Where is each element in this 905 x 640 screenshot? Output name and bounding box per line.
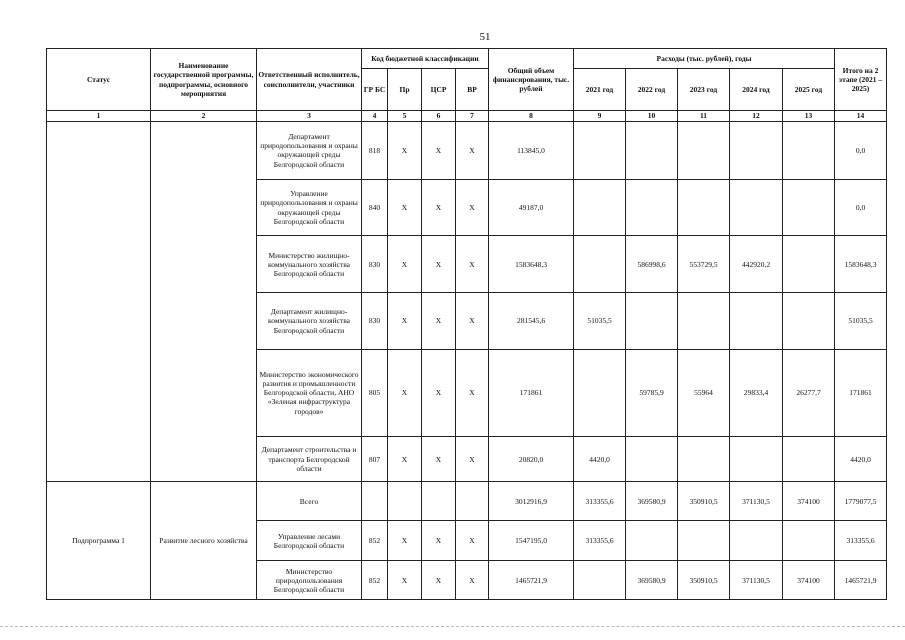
executor-cell: Всего — [257, 482, 362, 520]
year-2021-cell: 51035,5 — [574, 293, 626, 350]
year-2021-cell — [574, 179, 626, 236]
year-2024-cell — [730, 436, 783, 482]
header-csr: ЦСР — [422, 69, 456, 111]
year-2022-cell: 59785,9 — [626, 349, 678, 436]
year-2024-cell — [730, 179, 783, 236]
executor-cell: Управление природопользования и охраны окружающей среды Белгородской области — [257, 179, 362, 236]
csr-cell: Х — [422, 561, 456, 600]
executor-cell: Департамент строительства и транспорта Белгородской области — [257, 436, 362, 482]
grbs-cell: 830 — [362, 293, 388, 350]
executor-cell: Министерство экономического развития и промышленности Белгородской области, АНО «Зеленая инфраструктура городов» — [257, 349, 362, 436]
column-number: 12 — [730, 111, 783, 122]
csr-cell: Х — [422, 236, 456, 293]
year-2022-cell: 586998,6 — [626, 236, 678, 293]
vr-cell: Х — [456, 349, 489, 436]
header-pr: Пр — [388, 69, 422, 111]
stage-total-cell: 1465721,9 — [835, 561, 887, 600]
pr-cell — [388, 482, 422, 520]
stage-total-cell: 313355,6 — [835, 520, 887, 561]
year-2023-cell: 350910,5 — [678, 561, 730, 600]
year-2024-cell: 371130,5 — [730, 482, 783, 520]
csr-cell: Х — [422, 520, 456, 561]
year-2021-cell: 4420,0 — [574, 436, 626, 482]
header-expenses: Расходы (тыс. рублей), годы — [574, 49, 835, 69]
grbs-cell: 830 — [362, 236, 388, 293]
year-2022-cell — [626, 520, 678, 561]
column-number: 10 — [626, 111, 678, 122]
stage-total-cell: 51035,5 — [835, 293, 887, 350]
csr-cell: Х — [422, 349, 456, 436]
year-2023-cell: 55964 — [678, 349, 730, 436]
vr-cell: Х — [456, 436, 489, 482]
grbs-cell: 805 — [362, 349, 388, 436]
year-2022-cell — [626, 179, 678, 236]
year-2023-cell: 350910,5 — [678, 482, 730, 520]
grbs-cell: 852 — [362, 520, 388, 561]
year-2024-cell: 371130,5 — [730, 561, 783, 600]
year-2025-cell: 374100 — [783, 482, 835, 520]
column-number: 9 — [574, 111, 626, 122]
stage-total-cell: 171861 — [835, 349, 887, 436]
subprogram-name-cell: Развитие лесного хозяйства — [151, 482, 257, 600]
executor-cell: Департамент природопользования и охраны окружающей среды Белгородской области — [257, 122, 362, 180]
year-2024-cell — [730, 520, 783, 561]
grbs-cell: 852 — [362, 561, 388, 600]
pr-cell: Х — [388, 293, 422, 350]
csr-cell — [422, 482, 456, 520]
program-cell-continuation — [151, 122, 257, 482]
total-cell: 1583648,3 — [489, 236, 574, 293]
pr-cell: Х — [388, 179, 422, 236]
subprogram-status-cell: Подпрограмма 1 — [47, 482, 151, 600]
year-2022-cell: 369580,9 — [626, 561, 678, 600]
pr-cell: Х — [388, 236, 422, 293]
year-2022-cell — [626, 293, 678, 350]
vr-cell: Х — [456, 561, 489, 600]
column-number: 6 — [422, 111, 456, 122]
year-2025-cell — [783, 436, 835, 482]
pr-cell: Х — [388, 561, 422, 600]
pr-cell: Х — [388, 122, 422, 180]
year-2025-cell — [783, 179, 835, 236]
year-2021-cell — [574, 349, 626, 436]
vr-cell: Х — [456, 179, 489, 236]
header-year-2024: 2024 год — [730, 69, 783, 111]
grbs-cell: 840 — [362, 179, 388, 236]
vr-cell: Х — [456, 293, 489, 350]
year-2024-cell — [730, 122, 783, 180]
year-2023-cell — [678, 293, 730, 350]
year-2023-cell — [678, 122, 730, 180]
vr-cell: Х — [456, 236, 489, 293]
stage-total-cell: 4420,0 — [835, 436, 887, 482]
total-cell: 281545,6 — [489, 293, 574, 350]
year-2025-cell: 26277,7 — [783, 349, 835, 436]
total-cell: 113845,0 — [489, 122, 574, 180]
column-number: 2 — [151, 111, 257, 122]
year-2023-cell — [678, 179, 730, 236]
column-number-row — [47, 111, 887, 122]
scan-edge-line — [0, 626, 905, 627]
year-2022-cell — [626, 122, 678, 180]
year-2023-cell: 553729,5 — [678, 236, 730, 293]
stage-total-cell: 0,0 — [835, 122, 887, 180]
grbs-cell: 807 — [362, 436, 388, 482]
year-2025-cell — [783, 122, 835, 180]
vr-cell: Х — [456, 122, 489, 180]
header-year-2021: 2021 год — [574, 69, 626, 111]
column-number: 8 — [489, 111, 574, 122]
total-cell: 49187,0 — [489, 179, 574, 236]
column-number: 1 — [47, 111, 151, 122]
header-vr: ВР — [456, 69, 489, 111]
csr-cell: Х — [422, 179, 456, 236]
column-number: 11 — [678, 111, 730, 122]
stage-total-cell: 1779077,5 — [835, 482, 887, 520]
year-2022-cell: 369580,9 — [626, 482, 678, 520]
total-cell: 20820,0 — [489, 436, 574, 482]
total-cell: 1547195,0 — [489, 520, 574, 561]
year-2025-cell — [783, 520, 835, 561]
executor-cell: Управление лесами Белгородской области — [257, 520, 362, 561]
csr-cell: Х — [422, 122, 456, 180]
year-2021-cell: 313355,6 — [574, 482, 626, 520]
year-2025-cell — [783, 293, 835, 350]
csr-cell: Х — [422, 436, 456, 482]
column-number: 3 — [257, 111, 362, 122]
year-2022-cell — [626, 436, 678, 482]
executor-cell: Министерство природопользования Белгородской области — [257, 561, 362, 600]
header-grbs: ГР БС — [362, 69, 388, 111]
total-cell: 1465721,9 — [489, 561, 574, 600]
executor-cell: Департамент жилищно-коммунального хозяйства Белгородской области — [257, 293, 362, 350]
budget-table — [46, 48, 887, 600]
header-executor: Ответственный исполнитель, соисполнители, участники — [257, 49, 362, 111]
table-row — [47, 122, 887, 180]
header-year-2022: 2022 год — [626, 69, 678, 111]
pr-cell: Х — [388, 520, 422, 561]
header-stage-total: Итого на 2 этапе (2021 – 2025) — [835, 49, 887, 111]
column-number: 7 — [456, 111, 489, 122]
vr-cell — [456, 482, 489, 520]
column-number: 14 — [835, 111, 887, 122]
column-number: 5 — [388, 111, 422, 122]
pr-cell: Х — [388, 436, 422, 482]
header-year-2025: 2025 год — [783, 69, 835, 111]
total-cell: 3012916,9 — [489, 482, 574, 520]
year-2021-cell — [574, 236, 626, 293]
grbs-cell — [362, 482, 388, 520]
year-2024-cell: 29833,4 — [730, 349, 783, 436]
column-number: 4 — [362, 111, 388, 122]
stage-total-cell: 1583648,3 — [835, 236, 887, 293]
total-cell: 171861 — [489, 349, 574, 436]
status-cell-continuation — [47, 122, 151, 482]
executor-cell: Министерство жилищно-коммунального хозяйства Белгородской области — [257, 236, 362, 293]
year-2024-cell — [730, 293, 783, 350]
year-2024-cell: 442920,2 — [730, 236, 783, 293]
year-2023-cell — [678, 520, 730, 561]
header-program-name: Наименование государственной программы, подпрограммы, основного мероприятия — [151, 49, 257, 111]
year-2021-cell: 313355,6 — [574, 520, 626, 561]
grbs-cell: 818 — [362, 122, 388, 180]
header-total-funding: Общий объем финансирования, тыс. рублей — [489, 49, 574, 111]
year-2021-cell — [574, 122, 626, 180]
column-number: 13 — [783, 111, 835, 122]
stage-total-cell: 0,0 — [835, 179, 887, 236]
year-2025-cell: 374100 — [783, 561, 835, 600]
year-2021-cell — [574, 561, 626, 600]
csr-cell: Х — [422, 293, 456, 350]
page-number: 51 — [479, 31, 491, 43]
year-2023-cell — [678, 436, 730, 482]
year-2025-cell — [783, 236, 835, 293]
pr-cell: Х — [388, 349, 422, 436]
header-budget-code: Код бюджетной классификации — [362, 49, 489, 69]
table-row-subprogram-total — [47, 482, 887, 520]
vr-cell: Х — [456, 520, 489, 561]
header-status: Статус — [47, 49, 151, 111]
header-year-2023: 2023 год — [678, 69, 730, 111]
